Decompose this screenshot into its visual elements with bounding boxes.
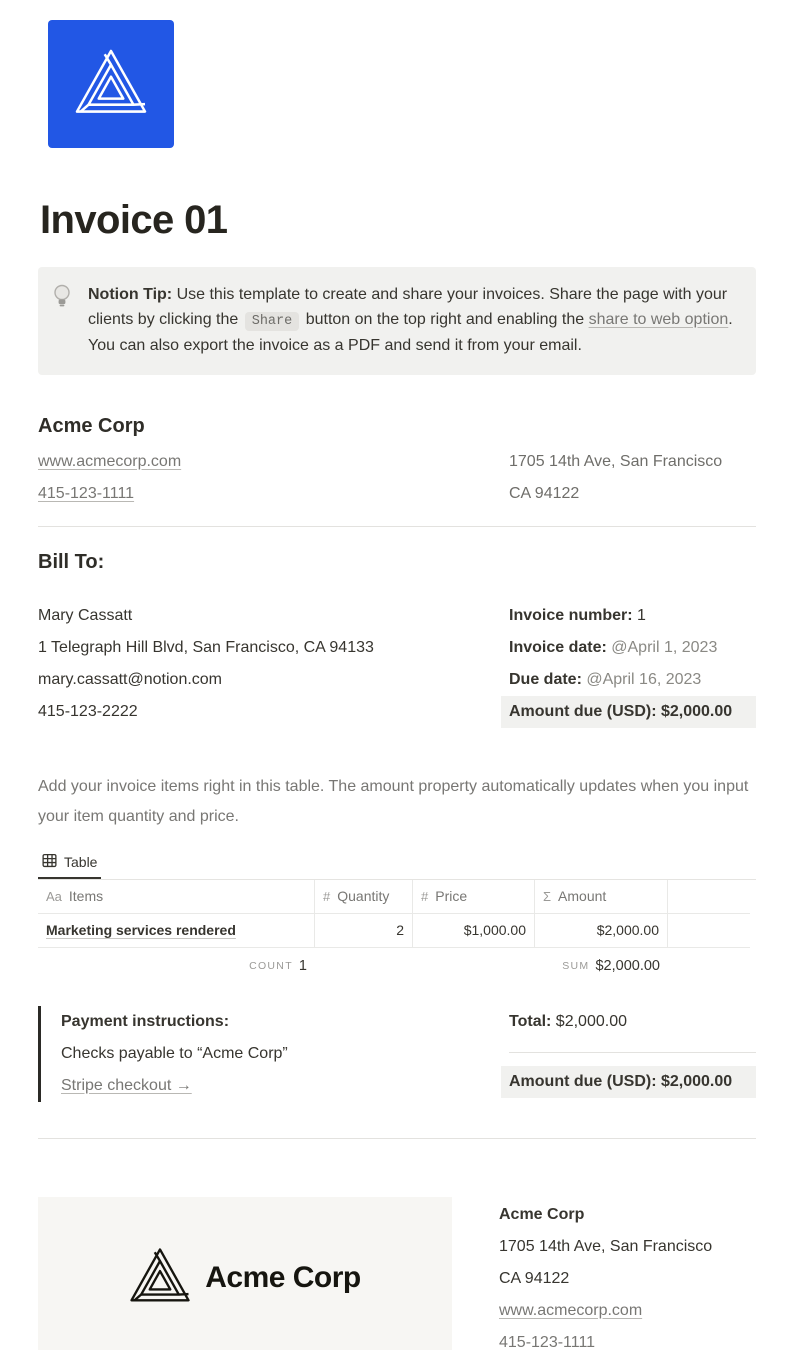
cell-amount[interactable]: $2,000.00	[535, 914, 668, 948]
stripe-checkout-link[interactable]: Stripe checkout →	[61, 1076, 192, 1094]
table-grid-icon	[42, 853, 57, 871]
column-header-empty	[668, 880, 750, 914]
company-name-heading: Acme Corp	[38, 414, 145, 437]
bill-to-heading: Bill To:	[38, 550, 105, 573]
due-date-mention[interactable]: @April 16, 2023	[581, 670, 702, 688]
footer-logo-box	[38, 1197, 452, 1350]
notion-tip-callout	[38, 267, 756, 375]
calc-sum[interactable]: SUM $2,000.00	[562, 957, 660, 974]
table-row	[38, 914, 750, 948]
amount-due-total-row: Amount due (USD): $2,000.00	[501, 1066, 756, 1098]
callout-text-3: . You can also export the invoice as a PDF and send it from your email.	[88, 310, 733, 354]
callout-bold-prefix: Notion Tip:	[88, 286, 173, 303]
customer-name: Mary Cassatt	[38, 606, 133, 624]
tab-table-label: Table	[64, 854, 98, 870]
company-address-line1: 1705 14th Ave, San Francisco	[509, 452, 723, 470]
customer-address: 1 Telegraph Hill Blvd, San Francisco, CA 94133	[38, 638, 374, 656]
invoice-page	[0, 20, 794, 1350]
callout-text	[88, 283, 740, 359]
footer-address-line1: 1705 14th Ave, San Francisco	[499, 1237, 713, 1255]
company-address-line2: CA 94122	[509, 484, 580, 502]
footer-website-link[interactable]: www.acmecorp.com	[499, 1301, 643, 1319]
footer-logo-text: Acme Corp	[205, 1260, 361, 1294]
number-type-icon: #	[421, 888, 429, 904]
items-note: Add your invoice items right in this table. The amount property automatically updates when you input your item quantity and price.	[38, 777, 749, 825]
table-header-row	[38, 880, 750, 914]
share-code-chip: Share	[245, 312, 300, 331]
items-table	[38, 880, 750, 984]
payment-heading: Payment instructions:	[61, 1012, 230, 1030]
footer-phone-link[interactable]: 415-123-1111	[499, 1333, 596, 1350]
number-type-icon: #	[323, 888, 331, 904]
calc-count[interactable]: COUNT 1	[249, 957, 307, 974]
due-date-row: Due date: @April 16, 2023	[509, 670, 702, 688]
share-to-web-link[interactable]: share to web option	[588, 310, 729, 328]
text-type-icon: Aa	[46, 888, 62, 904]
column-header-items[interactable]: Aa Items	[38, 880, 315, 914]
customer-phone: 415-123-2222	[38, 702, 138, 720]
penrose-triangle-logo-icon	[74, 48, 148, 121]
company-phone-link[interactable]: 415-123-1111	[38, 484, 135, 502]
callout-text-2: button on the top right and enabling the	[301, 310, 589, 328]
column-header-amount[interactable]: Σ Amount	[535, 880, 668, 914]
formula-type-icon: Σ	[543, 888, 552, 904]
page-title: Invoice 01	[40, 198, 228, 242]
cell-quantity[interactable]: 2	[315, 914, 413, 948]
amount-due-row: Amount due (USD): $2,000.00	[501, 696, 756, 728]
payment-instructions-quote	[38, 1006, 509, 1102]
page-icon-tile[interactable]	[48, 20, 174, 148]
cell-empty	[668, 914, 750, 948]
column-header-quantity[interactable]: # Quantity	[315, 880, 413, 914]
footer-divider	[38, 1138, 756, 1139]
cell-items[interactable]: Marketing services rendered	[38, 914, 315, 948]
tab-table-view[interactable]	[38, 848, 101, 879]
invoice-date-mention[interactable]: @April 1, 2023	[606, 638, 718, 656]
cell-price[interactable]: $1,000.00	[413, 914, 535, 948]
footer-address-line2: CA 94122	[499, 1269, 570, 1287]
penrose-triangle-logo-icon	[129, 1247, 191, 1309]
customer-email: mary.cassatt@notion.com	[38, 670, 223, 688]
payment-line: Checks payable to “Acme Corp”	[61, 1044, 288, 1062]
footer-company-name: Acme Corp	[499, 1205, 585, 1223]
callout-text-1: Use this template to create and share your invoices. Share the page with your clients by clicking the	[88, 286, 728, 328]
lightbulb-icon	[52, 283, 74, 359]
totals-divider	[509, 1052, 756, 1053]
table-calc-row	[38, 948, 750, 984]
view-tabs-bar	[38, 848, 756, 880]
company-website-link[interactable]: www.acmecorp.com	[38, 452, 182, 470]
invoice-number-row: Invoice number: 1	[509, 606, 646, 624]
section-divider	[38, 526, 756, 527]
invoice-date-row: Invoice date: @April 1, 2023	[509, 638, 718, 656]
column-header-price[interactable]: # Price	[413, 880, 535, 914]
total-row: Total: $2,000.00	[509, 1012, 627, 1030]
